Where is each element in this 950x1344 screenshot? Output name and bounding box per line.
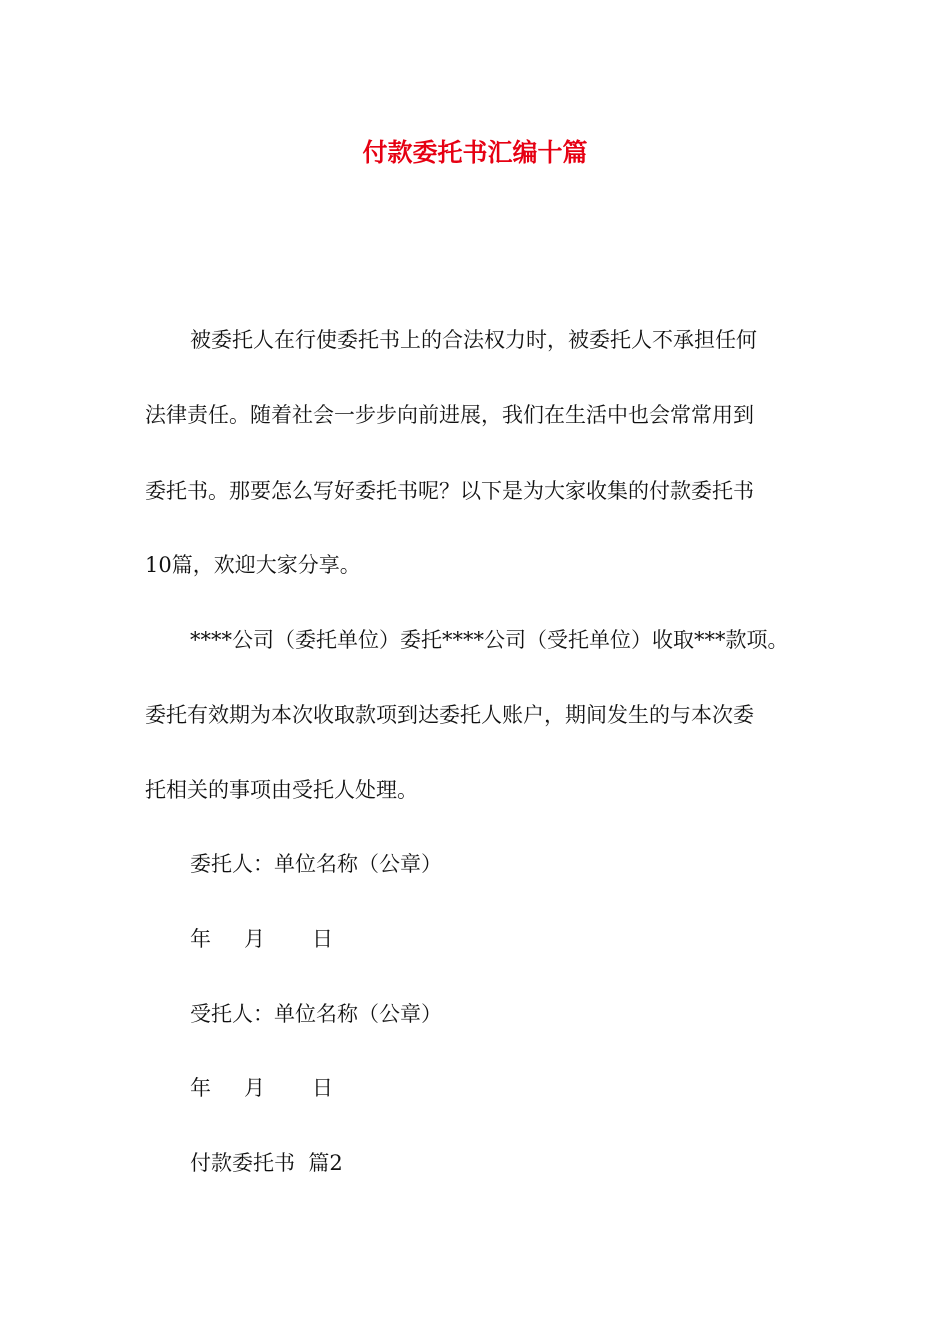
- intro-line-3: 委托书。那要怎么写好委托书呢？以下是为大家收集的付款委托书: [145, 479, 754, 503]
- principal-signature-line: 委托人：单位名称（公章）: [190, 852, 442, 876]
- body-line-2: 委托有效期为本次收取款项到达委托人账户，期间发生的与本次委: [145, 703, 754, 727]
- body-line-1: ****公司（委托单位）委托****公司（受托单位）收取***款项。: [190, 628, 789, 652]
- date-day: 日: [312, 1076, 333, 1100]
- date-month: 月: [244, 1076, 265, 1100]
- page-title: 付款委托书汇编十篇: [362, 138, 588, 167]
- intro-line-4: 10篇，欢迎大家分享。: [145, 553, 361, 577]
- date-year: 年: [190, 1076, 211, 1100]
- section-heading: 付款委托书 篇2: [190, 1151, 343, 1175]
- date-day: 日: [312, 927, 333, 951]
- intro-line-2: 法律责任。随着社会一步步向前进展，我们在生活中也会常常用到: [145, 403, 754, 427]
- agent-signature-line: 受托人：单位名称（公章）: [190, 1002, 442, 1026]
- intro-line-1: 被委托人在行使委托书上的合法权力时，被委托人不承担任何: [190, 328, 757, 352]
- date-year: 年: [190, 927, 211, 951]
- body-line-3: 托相关的事项由受托人处理。: [145, 778, 418, 802]
- date-month: 月: [244, 927, 265, 951]
